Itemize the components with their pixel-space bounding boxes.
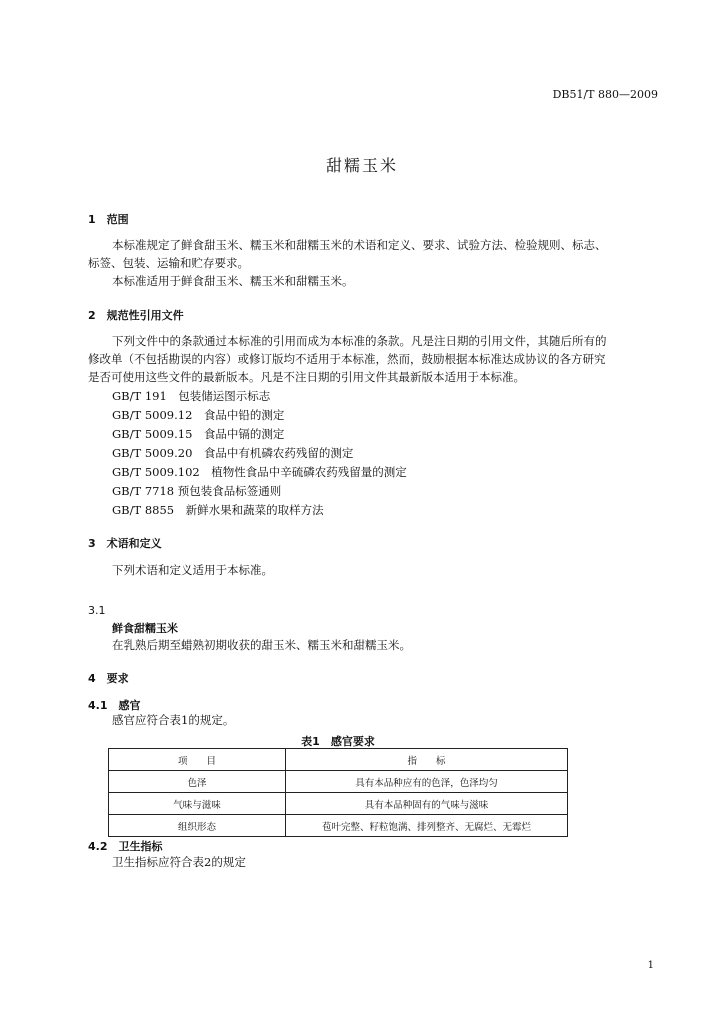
reference-item: GB/T 7718 预包装食品标签通则 xyxy=(112,484,282,498)
section-2-intro-line-3: 是否可使用这些文件的最新版本。凡是不注日期的引用文件其最新版本适用于本标准。 xyxy=(88,370,525,384)
section-2-intro-line-2: 修改单（不包括勘误的内容）或修订版均不适用于本标准，然而，鼓励根据本标准达成协议的各方研究 xyxy=(88,352,606,366)
reference-item: GB/T 5009.12 食品中铅的测定 xyxy=(112,408,285,422)
subsection-4-1-text: 感官应符合表1的规定。 xyxy=(112,713,235,727)
table-cell-indicator: 苞叶完整、籽粒饱满、排列整齐、无腐烂、无霉烂 xyxy=(286,815,568,837)
table-header-cell: 指 标 xyxy=(286,749,568,771)
table-cell-item: 色泽 xyxy=(109,771,286,793)
reference-item: GB/T 8855 新鲜水果和蔬菜的取样方法 xyxy=(112,503,324,517)
table-row xyxy=(109,771,568,793)
subsection-4-2-heading: 4.2 卫生指标 xyxy=(88,840,163,853)
table-header-row xyxy=(109,749,568,771)
section-3-heading: 3 术语和定义 xyxy=(88,537,162,550)
section-1-heading: 1 范围 xyxy=(88,213,129,226)
section-2-heading: 2 规范性引用文件 xyxy=(88,309,184,322)
subsection-4-1-heading: 4.1 感官 xyxy=(88,699,141,712)
section-1-paragraph-1-line-1: 本标准规定了鲜食甜玉米、糯玉米和甜糯玉米的术语和定义、要求、试验方法、检验规则、标志、 xyxy=(112,238,607,252)
reference-item: GB/T 5009.15 食品中镉的测定 xyxy=(112,427,285,441)
table-cell-item: 组织形态 xyxy=(109,815,286,837)
subsection-3-1-number: 3.1 xyxy=(88,604,106,617)
table-cell-indicator: 具有本品种应有的色泽，色泽均匀 xyxy=(286,771,568,793)
table-row xyxy=(109,793,568,815)
reference-item: GB/T 191 包装储运图示标志 xyxy=(112,389,271,403)
section-3-intro: 下列术语和定义适用于本标准。 xyxy=(112,563,273,577)
term-name: 鲜食甜糯玉米 xyxy=(112,622,178,635)
section-2-intro-line-1: 下列文件中的条款通过本标准的引用而成为本标准的条款。凡是注日期的引用文件，其随后所有的 xyxy=(112,334,607,348)
term-definition: 在乳熟后期至蜡熟初期收获的甜玉米、糯玉米和甜糯玉米。 xyxy=(112,638,411,652)
table-cell-indicator: 具有本品种固有的气味与滋味 xyxy=(286,793,568,815)
page-number: 1 xyxy=(647,960,654,971)
section-1-paragraph-2: 本标准适用于鲜食甜玉米、糯玉米和甜糯玉米。 xyxy=(112,274,354,288)
section-1-paragraph-1-line-2: 标签、包装、运输和贮存要求。 xyxy=(88,256,249,270)
reference-item: GB/T 5009.102 植物性食品中辛硫磷农药残留量的测定 xyxy=(112,465,407,479)
document-code: DB51/T 880—2009 xyxy=(552,88,658,101)
reference-item: GB/T 5009.20 食品中有机磷农药残留的测定 xyxy=(112,446,354,460)
subsection-4-2-text: 卫生指标应符合表2的规定 xyxy=(112,855,246,869)
section-4-heading: 4 要求 xyxy=(88,672,129,685)
sensory-requirements-table xyxy=(108,748,568,837)
document-title: 甜糯玉米 xyxy=(325,156,398,175)
table-cell-item: 气味与滋味 xyxy=(109,793,286,815)
table-row xyxy=(109,815,568,837)
table-1-caption: 表1 感官要求 xyxy=(301,735,375,748)
table-header-cell: 项 目 xyxy=(109,749,286,771)
